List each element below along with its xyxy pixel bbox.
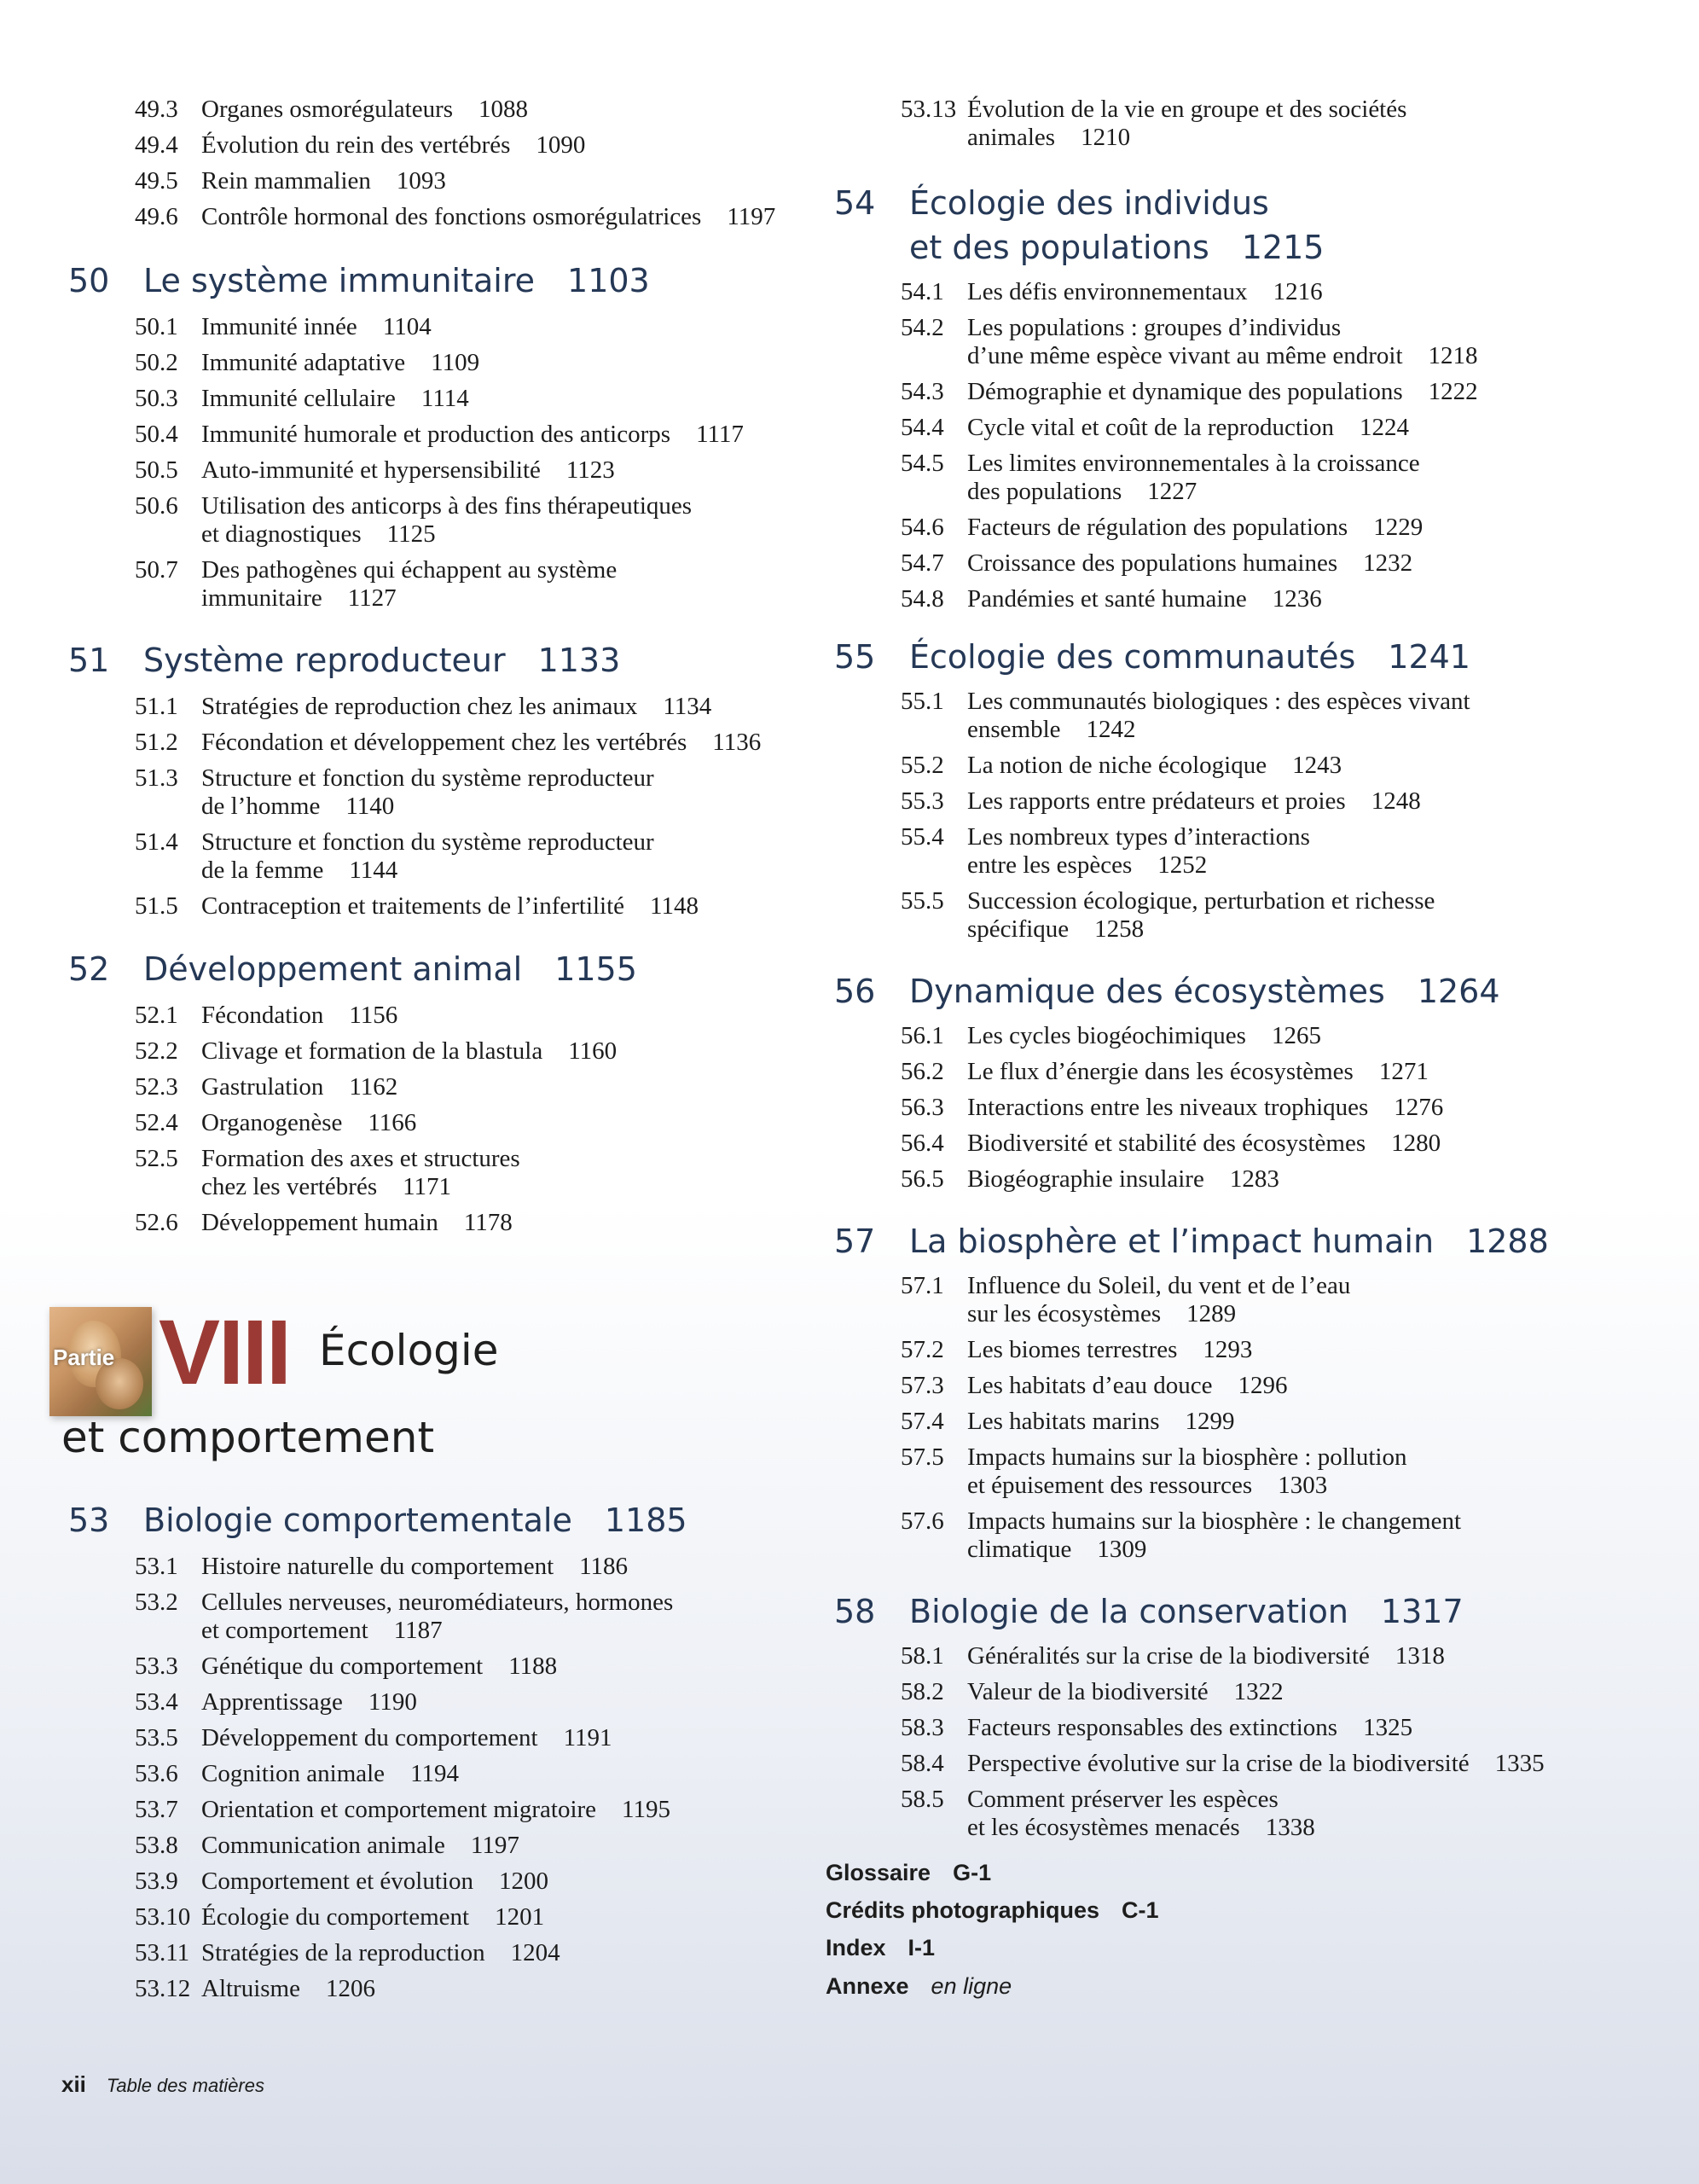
toc-back-matter-entry[interactable] bbox=[826, 1860, 991, 1886]
back-matter-page: en ligne bbox=[931, 1973, 1012, 1999]
section-title: ensemble bbox=[967, 716, 1061, 743]
section-number: 56.5 bbox=[901, 1165, 944, 1193]
chapter-title: Système reproducteur bbox=[143, 642, 506, 679]
section-title: Généralités sur la crise de la biodiversité bbox=[967, 1642, 1370, 1670]
section-number: 52.4 bbox=[135, 1109, 178, 1136]
section-title: Cycle vital et coût de la reproduction bbox=[967, 414, 1335, 441]
section-number: 49.5 bbox=[135, 167, 178, 195]
section-page: 1134 bbox=[663, 693, 712, 720]
chapter-title: Écologie des communautés bbox=[909, 638, 1356, 676]
section-title: Des pathogènes qui échappent au système bbox=[201, 556, 618, 584]
section-number: 57.6 bbox=[901, 1507, 944, 1535]
chapter-number: 53 bbox=[68, 1502, 110, 1539]
section-title: Évolution du rein des vertébrés bbox=[201, 131, 511, 159]
chapter-number: 55 bbox=[834, 638, 876, 676]
section-number: 53.11 bbox=[135, 1939, 190, 1966]
section-page: 1296 bbox=[1238, 1372, 1288, 1399]
section-title: Cellules nerveuses, neuromédiateurs, hormones bbox=[201, 1589, 674, 1616]
section-page: 1178 bbox=[463, 1209, 513, 1236]
section-title: des populations bbox=[967, 478, 1122, 505]
section-title: Biodiversité et stabilité des écosystèmes bbox=[967, 1130, 1366, 1157]
section-number: 58.2 bbox=[901, 1678, 944, 1705]
section-number: 50.5 bbox=[135, 456, 178, 484]
section-page: 1140 bbox=[345, 793, 395, 820]
section-title: chez les vertébrés bbox=[201, 1173, 378, 1200]
section-page: 1160 bbox=[568, 1037, 618, 1065]
section-number: 52.6 bbox=[135, 1209, 178, 1236]
section-page: 1265 bbox=[1271, 1022, 1321, 1049]
section-number: 53.5 bbox=[135, 1724, 178, 1751]
section-title: Apprentissage bbox=[201, 1688, 343, 1716]
section-number: 53.9 bbox=[135, 1867, 178, 1895]
section-page: 1195 bbox=[622, 1796, 670, 1823]
section-title: Immunité innée bbox=[201, 313, 357, 340]
section-page: 1104 bbox=[382, 313, 432, 340]
section-page: 1227 bbox=[1147, 478, 1197, 505]
section-page: 1156 bbox=[349, 1002, 398, 1029]
back-matter-label: Glossaire bbox=[826, 1860, 931, 1885]
section-page: 1283 bbox=[1229, 1165, 1279, 1193]
toc-chapter-heading[interactable] bbox=[834, 1219, 1549, 1263]
section-title: Croissance des populations humaines bbox=[967, 549, 1338, 577]
section-page: 1338 bbox=[1265, 1814, 1315, 1841]
chapter-title: Biologie de la conservation bbox=[909, 1593, 1348, 1630]
section-page: 1200 bbox=[498, 1867, 548, 1895]
section-page: 1144 bbox=[349, 857, 398, 884]
section-title: Impacts humains sur la biosphère : le changement bbox=[967, 1507, 1462, 1535]
chapter-page: 1155 bbox=[554, 950, 637, 988]
section-title: Facteurs de régulation des populations bbox=[967, 514, 1348, 541]
section-title: d’une même espèce vivant au même endroit bbox=[967, 342, 1403, 369]
section-page: 1197 bbox=[727, 203, 776, 230]
section-title: animales bbox=[967, 124, 1056, 151]
section-number: 49.3 bbox=[135, 96, 178, 123]
section-number: 53.1 bbox=[135, 1553, 178, 1580]
section-title: Les biomes terrestres bbox=[967, 1336, 1178, 1363]
chapter-title: Dynamique des écosystèmes bbox=[909, 973, 1385, 1010]
back-matter-page: I-1 bbox=[907, 1935, 936, 1960]
section-title: Organes osmorégulateurs bbox=[201, 96, 454, 123]
section-title: Le flux d’énergie dans les écosystèmes bbox=[967, 1058, 1354, 1085]
section-number: 55.3 bbox=[901, 787, 944, 815]
section-title: Communication animale bbox=[201, 1832, 445, 1859]
section-number: 58.4 bbox=[901, 1750, 944, 1777]
chapter-title: La biosphère et l’impact humain bbox=[909, 1223, 1435, 1260]
section-title: Comment préserver les espèces bbox=[967, 1786, 1279, 1813]
section-number: 54.3 bbox=[901, 378, 944, 405]
chapter-number: 57 bbox=[834, 1223, 876, 1260]
section-number: 57.2 bbox=[901, 1336, 944, 1363]
section-number: 55.1 bbox=[901, 688, 944, 715]
section-title: Comportement et évolution bbox=[201, 1867, 473, 1895]
section-page: 1114 bbox=[420, 385, 469, 412]
section-title: Auto-immunité et hypersensibilité bbox=[201, 456, 541, 484]
section-title: Les cycles biogéochimiques bbox=[967, 1022, 1246, 1049]
section-number: 50.2 bbox=[135, 349, 178, 376]
section-title: immunitaire bbox=[201, 584, 322, 612]
section-number: 53.3 bbox=[135, 1653, 178, 1680]
section-number: 54.1 bbox=[901, 278, 944, 305]
section-page: 1123 bbox=[565, 456, 615, 484]
section-number: 51.2 bbox=[135, 729, 178, 756]
toc-back-matter-entry[interactable] bbox=[826, 1935, 935, 1961]
chapter-number: 58 bbox=[834, 1593, 876, 1630]
section-number: 58.3 bbox=[901, 1714, 944, 1741]
section-page: 1224 bbox=[1360, 414, 1410, 441]
chapter-page: 1103 bbox=[567, 262, 650, 299]
section-number: 54.8 bbox=[901, 585, 944, 613]
section-title: Influence du Soleil, du vent et de l’eau bbox=[967, 1272, 1351, 1299]
section-title: Biogéographie insulaire bbox=[967, 1165, 1204, 1193]
section-page: 1303 bbox=[1278, 1472, 1328, 1499]
section-title: Les communautés biologiques : des espèces vivant bbox=[967, 688, 1470, 715]
section-number: 52.5 bbox=[135, 1145, 178, 1172]
chapter-title: Biologie comportementale bbox=[143, 1502, 572, 1539]
section-number: 50.3 bbox=[135, 385, 178, 412]
section-title: et épuisement des ressources bbox=[967, 1472, 1253, 1499]
section-title: et comportement bbox=[201, 1617, 368, 1644]
section-title: Gastrulation bbox=[201, 1073, 324, 1101]
section-title: Génétique du comportement bbox=[201, 1653, 484, 1680]
chapter-page: 1264 bbox=[1417, 973, 1500, 1010]
section-title: Structure et fonction du système reproducteur bbox=[201, 828, 654, 856]
section-page: 1190 bbox=[368, 1688, 417, 1716]
section-number: 53.6 bbox=[135, 1760, 178, 1787]
running-title: Table des matières bbox=[106, 2075, 264, 2096]
section-page: 1276 bbox=[1394, 1094, 1444, 1121]
section-number: 50.4 bbox=[135, 421, 178, 448]
section-page: 1186 bbox=[579, 1553, 629, 1580]
section-title: Histoire naturelle du comportement bbox=[201, 1553, 554, 1580]
section-number: 53.7 bbox=[135, 1796, 178, 1823]
toc-chapter-heading[interactable] bbox=[834, 969, 1500, 1014]
section-number: 53.13 bbox=[901, 96, 957, 123]
section-number: 57.5 bbox=[901, 1443, 944, 1471]
section-title: Cognition animale bbox=[201, 1760, 386, 1787]
section-title: Contraception et traitements de l’infertilité bbox=[201, 892, 625, 920]
section-number: 51.5 bbox=[135, 892, 178, 920]
section-page: 1299 bbox=[1185, 1408, 1235, 1435]
section-page: 1322 bbox=[1233, 1678, 1284, 1705]
chapter-page: 1133 bbox=[537, 642, 621, 679]
section-title: Développement du comportement bbox=[201, 1724, 538, 1751]
section-page: 1258 bbox=[1094, 915, 1145, 943]
page-number: xii bbox=[61, 2071, 86, 2097]
section-page: 1093 bbox=[396, 167, 446, 195]
section-page: 1236 bbox=[1272, 585, 1322, 613]
section-title: Rein mammalien bbox=[201, 167, 371, 195]
toc-chapter-heading[interactable] bbox=[834, 635, 1470, 679]
section-page: 1222 bbox=[1428, 378, 1478, 405]
section-number: 52.1 bbox=[135, 1002, 178, 1029]
section-title: Pandémies et santé humaine bbox=[967, 585, 1247, 613]
section-page: 1191 bbox=[563, 1724, 612, 1751]
section-title: Les rapports entre prédateurs et proies bbox=[967, 787, 1346, 815]
section-number: 50.1 bbox=[135, 313, 178, 340]
section-page: 1289 bbox=[1186, 1300, 1237, 1327]
section-number: 51.3 bbox=[135, 764, 178, 792]
section-page: 1218 bbox=[1428, 342, 1478, 369]
section-number: 53.4 bbox=[135, 1688, 178, 1716]
section-number: 52.2 bbox=[135, 1037, 178, 1065]
section-number: 49.4 bbox=[135, 131, 178, 159]
chapter-page: 1241 bbox=[1388, 638, 1470, 676]
chapter-number: 54 bbox=[834, 184, 876, 222]
chapter-page: 1288 bbox=[1466, 1223, 1549, 1260]
section-title: sur les écosystèmes bbox=[967, 1300, 1162, 1327]
section-page: 1201 bbox=[495, 1903, 545, 1931]
chapter-title: Développement animal bbox=[143, 950, 523, 988]
section-page: 1166 bbox=[368, 1109, 417, 1136]
section-page: 1325 bbox=[1363, 1714, 1413, 1741]
section-title: Les défis environnementaux bbox=[967, 278, 1248, 305]
section-number: 58.5 bbox=[901, 1786, 944, 1813]
section-page: 1088 bbox=[478, 96, 529, 123]
section-number: 49.6 bbox=[135, 203, 178, 230]
section-page: 1204 bbox=[510, 1939, 560, 1966]
section-title: Stratégies de reproduction chez les animaux bbox=[201, 693, 638, 720]
section-page: 1335 bbox=[1494, 1750, 1545, 1777]
section-page: 1136 bbox=[712, 729, 762, 756]
section-title: Orientation et comportement migratoire bbox=[201, 1796, 597, 1823]
section-page: 1280 bbox=[1391, 1130, 1441, 1157]
section-number: 53.10 bbox=[135, 1903, 191, 1931]
chapter-title: Écologie des individus bbox=[909, 184, 1269, 222]
section-title: Interactions entre les niveaux trophiques bbox=[967, 1094, 1369, 1121]
section-number: 52.3 bbox=[135, 1073, 178, 1101]
chapter-page: 1317 bbox=[1380, 1593, 1464, 1630]
section-title: Les habitats d’eau douce bbox=[967, 1372, 1213, 1399]
part-photo bbox=[49, 1307, 152, 1416]
section-page: 1232 bbox=[1363, 549, 1413, 577]
section-title: Écologie du comportement bbox=[201, 1903, 470, 1931]
section-title: Démographie et dynamique des populations bbox=[967, 378, 1403, 405]
section-number: 57.3 bbox=[901, 1372, 944, 1399]
toc-chapter-heading[interactable] bbox=[834, 1589, 1464, 1634]
section-title: Perspective évolutive sur la crise de la biodiversité bbox=[967, 1750, 1470, 1777]
section-page: 1162 bbox=[349, 1073, 398, 1101]
toc-chapter-heading[interactable] bbox=[68, 1498, 687, 1542]
page-footer bbox=[61, 2071, 264, 2098]
section-title: Valeur de la biodiversité bbox=[967, 1678, 1209, 1705]
section-page: 1125 bbox=[386, 520, 436, 548]
chapter-page: 1215 bbox=[1241, 229, 1325, 266]
section-title: Développement humain bbox=[201, 1209, 438, 1236]
section-page: 1148 bbox=[650, 892, 699, 920]
section-title: Les nombreux types d’interactions bbox=[967, 823, 1310, 851]
chapter-number: 50 bbox=[68, 262, 110, 299]
section-title: de l’homme bbox=[201, 793, 321, 820]
section-title: Altruisme bbox=[201, 1975, 300, 2002]
section-number: 51.4 bbox=[135, 828, 178, 856]
chapter-title: Le système immunitaire bbox=[143, 262, 536, 299]
section-number: 56.3 bbox=[901, 1094, 944, 1121]
section-title: Stratégies de la reproduction bbox=[201, 1939, 485, 1966]
section-page: 1242 bbox=[1086, 716, 1136, 743]
section-title: La notion de niche écologique bbox=[967, 752, 1267, 779]
section-page: 1293 bbox=[1203, 1336, 1253, 1363]
section-number: 54.5 bbox=[901, 450, 944, 477]
section-page: 1109 bbox=[431, 349, 480, 376]
section-title: Les habitats marins bbox=[967, 1408, 1160, 1435]
section-title: Évolution de la vie en groupe et des sociétés bbox=[967, 96, 1407, 123]
section-title: de la femme bbox=[201, 857, 324, 884]
section-title: spécifique bbox=[967, 915, 1070, 943]
section-title: et diagnostiques bbox=[201, 520, 362, 548]
section-title: et les écosystèmes menacés bbox=[967, 1814, 1240, 1841]
section-page: 1318 bbox=[1395, 1642, 1445, 1670]
section-page: 1117 bbox=[696, 421, 744, 448]
section-title: Utilisation des anticorps à des fins thérapeutiques bbox=[201, 492, 693, 520]
section-title: Fécondation et développement chez les vertébrés bbox=[201, 729, 687, 756]
back-matter-label: Annexe bbox=[826, 1973, 909, 1999]
section-title: Impacts humains sur la biosphère : pollution bbox=[967, 1443, 1407, 1471]
section-page: 1187 bbox=[393, 1617, 443, 1644]
section-number: 57.1 bbox=[901, 1272, 944, 1299]
section-number: 56.4 bbox=[901, 1130, 944, 1157]
part-label: Partie bbox=[53, 1345, 115, 1370]
toc-chapter-heading[interactable] bbox=[68, 947, 637, 991]
section-title: Organogenèse bbox=[201, 1109, 343, 1136]
section-title: Facteurs responsables des extinctions bbox=[967, 1714, 1338, 1741]
section-page: 1216 bbox=[1273, 278, 1323, 305]
section-page: 1171 bbox=[403, 1173, 452, 1200]
back-matter-page: G-1 bbox=[953, 1860, 992, 1885]
section-page: 1229 bbox=[1373, 514, 1424, 541]
part-number: VIII bbox=[159, 1300, 291, 1403]
part-title: Écologie bbox=[319, 1326, 499, 1375]
section-number: 54.4 bbox=[901, 414, 944, 441]
section-number: 56.2 bbox=[901, 1058, 944, 1085]
section-page: 1127 bbox=[347, 584, 397, 612]
section-title: Immunité cellulaire bbox=[201, 385, 396, 412]
section-page: 1243 bbox=[1292, 752, 1342, 779]
back-matter-label: Crédits photographiques bbox=[826, 1897, 1100, 1923]
section-title: Contrôle hormonal des fonctions osmorégulatrices bbox=[201, 203, 702, 230]
back-matter-page: C-1 bbox=[1122, 1897, 1159, 1923]
section-number: 55.4 bbox=[901, 823, 944, 851]
chapter-number: 51 bbox=[68, 642, 110, 679]
toc-chapter-heading[interactable] bbox=[68, 638, 620, 682]
toc-chapter-heading[interactable] bbox=[68, 258, 650, 303]
section-title: Succession écologique, perturbation et richesse bbox=[967, 887, 1435, 915]
section-number: 53.2 bbox=[135, 1589, 178, 1616]
section-title: Immunité adaptative bbox=[201, 349, 406, 376]
section-number: 50.6 bbox=[135, 492, 178, 520]
section-number: 57.4 bbox=[901, 1408, 944, 1435]
back-matter-label: Index bbox=[826, 1935, 886, 1960]
section-page: 1197 bbox=[470, 1832, 519, 1859]
section-page: 1206 bbox=[326, 1975, 375, 2002]
section-title: Immunité humorale et production des anticorps bbox=[201, 421, 671, 448]
section-title: climatique bbox=[967, 1536, 1072, 1563]
toc-chapter-heading[interactable] bbox=[834, 181, 1324, 270]
section-page: 1252 bbox=[1157, 851, 1208, 879]
section-page: 1248 bbox=[1371, 787, 1421, 815]
section-title: Formation des axes et structures bbox=[201, 1145, 520, 1172]
chapter-number: 52 bbox=[68, 950, 110, 988]
section-title: Les populations : groupes d’individus bbox=[967, 314, 1342, 341]
part-title-line2: et comportement bbox=[61, 1413, 435, 1462]
section-title: Fécondation bbox=[201, 1002, 324, 1029]
section-number: 54.2 bbox=[901, 314, 944, 341]
section-number: 54.6 bbox=[901, 514, 944, 541]
section-number: 58.1 bbox=[901, 1642, 944, 1670]
section-number: 54.7 bbox=[901, 549, 944, 577]
section-page: 1309 bbox=[1097, 1536, 1147, 1563]
section-title: Les limites environnementales à la croissance bbox=[967, 450, 1420, 477]
section-page: 1090 bbox=[536, 131, 586, 159]
section-title: Clivage et formation de la blastula bbox=[201, 1037, 543, 1065]
chapter-page: 1185 bbox=[604, 1502, 687, 1539]
section-number: 55.5 bbox=[901, 887, 944, 915]
toc-back-matter-entry[interactable] bbox=[826, 1897, 1159, 1924]
section-page: 1271 bbox=[1378, 1058, 1429, 1085]
section-number: 50.7 bbox=[135, 556, 178, 584]
section-number: 56.1 bbox=[901, 1022, 944, 1049]
section-title: entre les espèces bbox=[967, 851, 1133, 879]
section-number: 53.12 bbox=[135, 1975, 191, 2002]
section-number: 55.2 bbox=[901, 752, 944, 779]
section-title: Structure et fonction du système reproducteur bbox=[201, 764, 654, 792]
chapter-title-line2: et des populations bbox=[909, 229, 1209, 266]
chapter-number: 56 bbox=[834, 973, 876, 1010]
section-number: 53.8 bbox=[135, 1832, 178, 1859]
section-number: 51.1 bbox=[135, 693, 178, 720]
section-page: 1210 bbox=[1081, 124, 1131, 151]
section-page: 1194 bbox=[410, 1760, 459, 1787]
section-page: 1188 bbox=[508, 1653, 558, 1680]
toc-back-matter-entry[interactable] bbox=[826, 1973, 1012, 2000]
